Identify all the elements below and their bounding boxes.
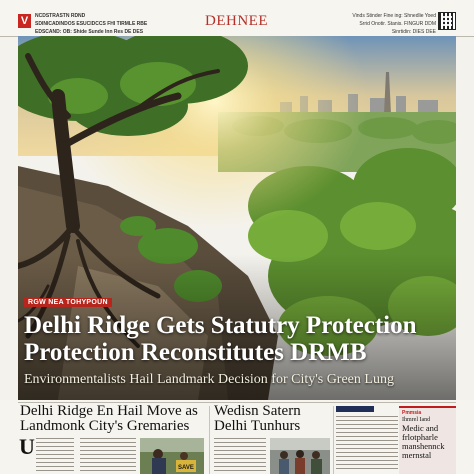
story-photo[interactable] <box>270 438 330 474</box>
hero-headline-line: Delhi Ridge Gets Statutry Protection <box>24 312 417 339</box>
story-headline[interactable] <box>214 404 334 434</box>
story-body-text <box>80 438 136 474</box>
newspaper-logo[interactable]: V <box>18 14 31 28</box>
masthead-left-line: SDINICADINDOS ESUCIDCCS FHI TIRMLE RBE <box>35 21 148 27</box>
masthead-left-line: EDSCAND: OB: Shide Sunde Inn Res DE DES <box>35 29 144 35</box>
story-photo[interactable] <box>140 438 204 474</box>
masthead-right-line: Srrid Onotir. Stanis. FINGUR DDM <box>359 21 436 27</box>
masthead-left-line: NCDSTRASTN RDND <box>35 13 86 19</box>
sidebar-line: Medic and <box>402 423 439 433</box>
lower-stories <box>0 400 474 474</box>
masthead <box>0 0 474 37</box>
column-rule <box>333 406 334 474</box>
masthead-right-line: Sinrtidin: DIES DEE <box>391 29 436 35</box>
story-body-text <box>214 438 266 474</box>
masthead-right-info <box>352 13 436 37</box>
column-rule <box>209 406 210 474</box>
masthead-left-info <box>35 13 147 37</box>
hero-headline[interactable] <box>24 312 456 366</box>
qr-code-icon[interactable] <box>438 12 456 30</box>
story-body-text <box>36 438 74 474</box>
svg-text:SAVE: SAVE <box>178 465 194 471</box>
story-headline-line: Wedisn Satern <box>214 403 301 419</box>
story-headline-line: Landmonk City's Gremaries <box>20 418 190 434</box>
sidebar-line: Ihmrel Iand <box>402 417 431 423</box>
hero-kicker: RGW NEA TOHYPOUN <box>24 298 112 307</box>
sidebar-line: mernstal <box>402 450 432 460</box>
masthead-right-line: Vinds Stinder Fine ing: Shnedlie Yoed <box>352 13 436 19</box>
newspaper-title[interactable]: DEHNEE <box>205 13 268 29</box>
brief-body-text <box>336 416 398 472</box>
story-headline[interactable] <box>20 404 206 434</box>
brief-column[interactable] <box>336 406 398 474</box>
sidebar-line: frlotpharle <box>402 432 438 442</box>
story-dropcap: U <box>19 434 35 459</box>
brief-header-bar <box>336 406 374 412</box>
story-headline-line: Delhi Ridge En Hail Move as <box>20 403 198 419</box>
hero-headline-line: Protection Reconstitutes DRMB <box>24 339 367 366</box>
sidebar-box[interactable] <box>399 406 456 474</box>
sidebar-line: manshennck <box>402 441 445 451</box>
sidebar-tag: Pmmsia <box>402 410 422 416</box>
story-headline-line: Delhi Tunhurs <box>214 418 301 434</box>
hero-dek: Environmentalists Hail Landmark Decision for City's Green Lung <box>24 372 394 387</box>
hero-story[interactable] <box>18 36 456 400</box>
